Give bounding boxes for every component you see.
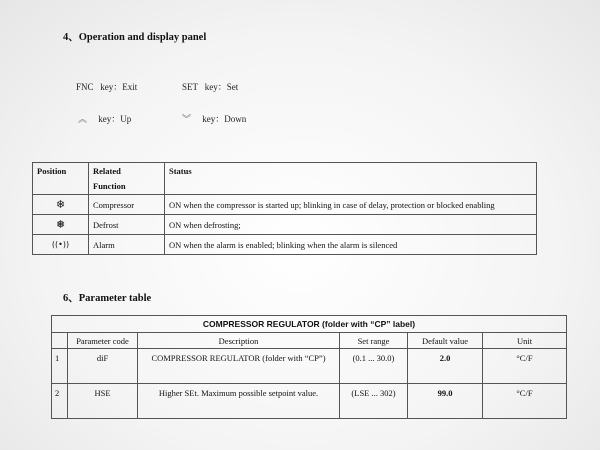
table-row bbox=[33, 235, 537, 255]
set-key-desc: key：Set bbox=[204, 82, 239, 92]
table-row bbox=[33, 215, 537, 235]
parameter-code: diF bbox=[68, 349, 138, 384]
parameter-unit: °C/F bbox=[483, 349, 567, 384]
table-row bbox=[33, 195, 537, 215]
function-cell: Defrost bbox=[89, 215, 165, 235]
header-parameter-code: Parameter code bbox=[68, 333, 138, 349]
header-default-value: Default value bbox=[408, 333, 483, 349]
fnc-key-desc: key：Exit bbox=[100, 82, 138, 92]
default-value: 99.0 bbox=[437, 388, 453, 398]
parameter-table bbox=[51, 315, 567, 419]
table-row bbox=[52, 384, 567, 419]
parameter-table-header bbox=[52, 333, 567, 349]
header-related: Related bbox=[93, 166, 121, 176]
set-key-name: SET bbox=[182, 82, 199, 92]
defrost-icon: ❅ bbox=[33, 215, 89, 235]
function-cell: Alarm bbox=[89, 235, 165, 255]
parameter-unit: °C/F bbox=[483, 384, 567, 419]
parameter-default bbox=[408, 349, 483, 384]
fnc-key-name: FNC bbox=[76, 82, 94, 92]
row-number: 1 bbox=[52, 349, 68, 384]
status-table bbox=[32, 162, 537, 255]
header-status: Status bbox=[165, 163, 537, 195]
header-related-function bbox=[89, 163, 165, 195]
down-key-label bbox=[182, 112, 246, 125]
parameter-table-title: COMPRESSOR REGULATOR (folder with “CP” label) bbox=[52, 316, 567, 333]
up-key-label bbox=[78, 112, 131, 125]
section-6-title: 6、Parameter table bbox=[63, 293, 152, 304]
table-row bbox=[52, 349, 567, 384]
header-unit: Unit bbox=[483, 333, 567, 349]
row-number: 2 bbox=[52, 384, 68, 419]
header-position: Position bbox=[33, 163, 89, 195]
parameter-range: (0.1 ... 30.0) bbox=[340, 349, 408, 384]
double-chevron-down-icon: ︾ bbox=[182, 115, 192, 125]
fnc-key-label bbox=[76, 80, 137, 93]
compressor-icon: ❄ bbox=[33, 195, 89, 215]
parameter-code: HSE bbox=[68, 384, 138, 419]
down-key-desc: key：Down bbox=[202, 114, 247, 124]
up-key-desc: key：Up bbox=[98, 114, 132, 124]
default-value: 2.0 bbox=[439, 353, 451, 363]
status-table-header bbox=[33, 163, 537, 195]
status-cell: ON when the compressor is started up; blinking in case of delay, protection or blocked enabling bbox=[165, 195, 537, 215]
status-cell: ON when the alarm is enabled; blinking when the alarm is silenced bbox=[165, 235, 537, 255]
status-cell: ON when defrosting; bbox=[165, 215, 537, 235]
function-cell: Compressor bbox=[89, 195, 165, 215]
header-blank bbox=[52, 333, 68, 349]
header-description: Description bbox=[138, 333, 340, 349]
parameter-default bbox=[408, 384, 483, 419]
header-set-range: Set range bbox=[340, 333, 408, 349]
parameter-description: COMPRESSOR REGULATOR (folder with “CP”) bbox=[138, 349, 340, 384]
header-function: Function bbox=[93, 181, 126, 191]
parameter-description: Higher SEt. Maximum possible setpoint value. bbox=[138, 384, 340, 419]
double-chevron-up-icon: ︽ bbox=[78, 115, 88, 125]
parameter-range: (LSE ... 302) bbox=[340, 384, 408, 419]
alarm-icon: ((•)) bbox=[33, 235, 89, 255]
section-4-title: 4、Operation and display panel bbox=[63, 32, 207, 43]
set-key-label bbox=[182, 80, 238, 93]
